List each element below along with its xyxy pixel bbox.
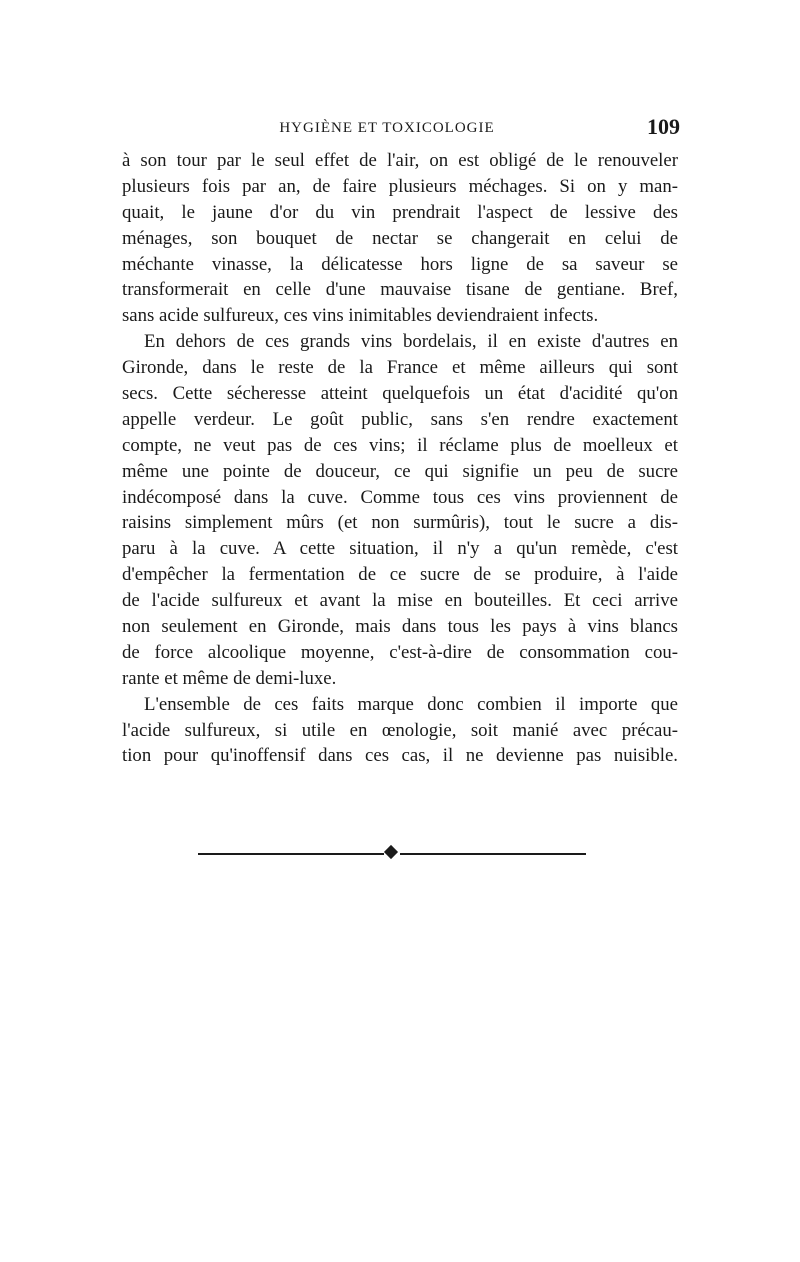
text-line: Gironde, dans le reste de la France et même ailleurs qui sont — [122, 357, 678, 379]
text-line: secs. Cette sécheresse atteint quelquefois un état d'acidité qu'on — [122, 383, 678, 405]
text-line: tion pour qu'inoffensif dans ces cas, il ne devienne pas nuisible. — [122, 745, 678, 767]
text-line: même une pointe de douceur, ce qui signifie un peu de sucre — [122, 460, 678, 482]
diamond-ornament-icon — [384, 845, 398, 859]
text-line: d'empêcher la fermentation de ce sucre de se produire, à l'aide — [122, 564, 678, 586]
page-number: 109 — [647, 114, 680, 139]
divider-rule-left — [198, 853, 384, 855]
text-line: En dehors de ces grands vins bordelais, il en existe d'autres en — [144, 331, 678, 353]
text-line: compte, ne veut pas de ces vins; il réclame plus de moelleux et — [122, 434, 678, 456]
text-line: de force alcoolique moyenne, c'est-à-dire de consommation cou- — [122, 641, 678, 663]
body-text — [122, 148, 678, 769]
text-line: paru à la cuve. A cette situation, il n'y a qu'un remède, c'est — [122, 538, 678, 560]
text-line: à son tour par le seul effet de l'air, on est obligé de le renouveler — [122, 150, 678, 171]
text-line: méchante vinasse, la délicatesse hors ligne de sa saveur se — [122, 253, 678, 275]
text-line: ménages, son bouquet de nectar se changerait en celui de — [122, 227, 678, 249]
running-head — [122, 114, 682, 142]
running-head-title: HYGIÈNE ET TOXICOLOGIE — [279, 120, 495, 136]
text-line: sans acide sulfureux, ces vins inimitables deviendraient infects. — [122, 305, 599, 327]
text-line: raisins simplement mûrs (et non surmûris), tout le sucre a dis- — [122, 512, 678, 534]
text-line: appelle verdeur. Le goût public, sans s'en rendre exactement — [122, 408, 678, 430]
text-line: rante et même de demi-luxe. — [122, 667, 337, 689]
text-line: l'acide sulfureux, si utile en œnologie, soit manié avec précau- — [122, 719, 678, 741]
text-line: non seulement en Gironde, mais dans tous les pays à vins blancs — [122, 616, 678, 638]
text-line: indécomposé dans la cuve. Comme tous ces vins proviennent de — [122, 486, 678, 508]
text-line: plusieurs fois par an, de faire plusieurs méchages. Si on y man- — [122, 175, 678, 197]
text-line: L'ensemble de ces faits marque donc combien il importe que — [144, 693, 678, 715]
text-line: de l'acide sulfureux et avant la mise en bouteilles. Et ceci arrive — [122, 590, 678, 612]
text-line: transformerait en celle d'une mauvaise tisane de gentiane. Bref, — [122, 279, 678, 301]
text-line: quait, le jaune d'or du vin prendrait l'aspect de lessive des — [122, 201, 678, 223]
end-ornament-divider — [198, 846, 586, 862]
divider-rule-right — [400, 853, 586, 855]
